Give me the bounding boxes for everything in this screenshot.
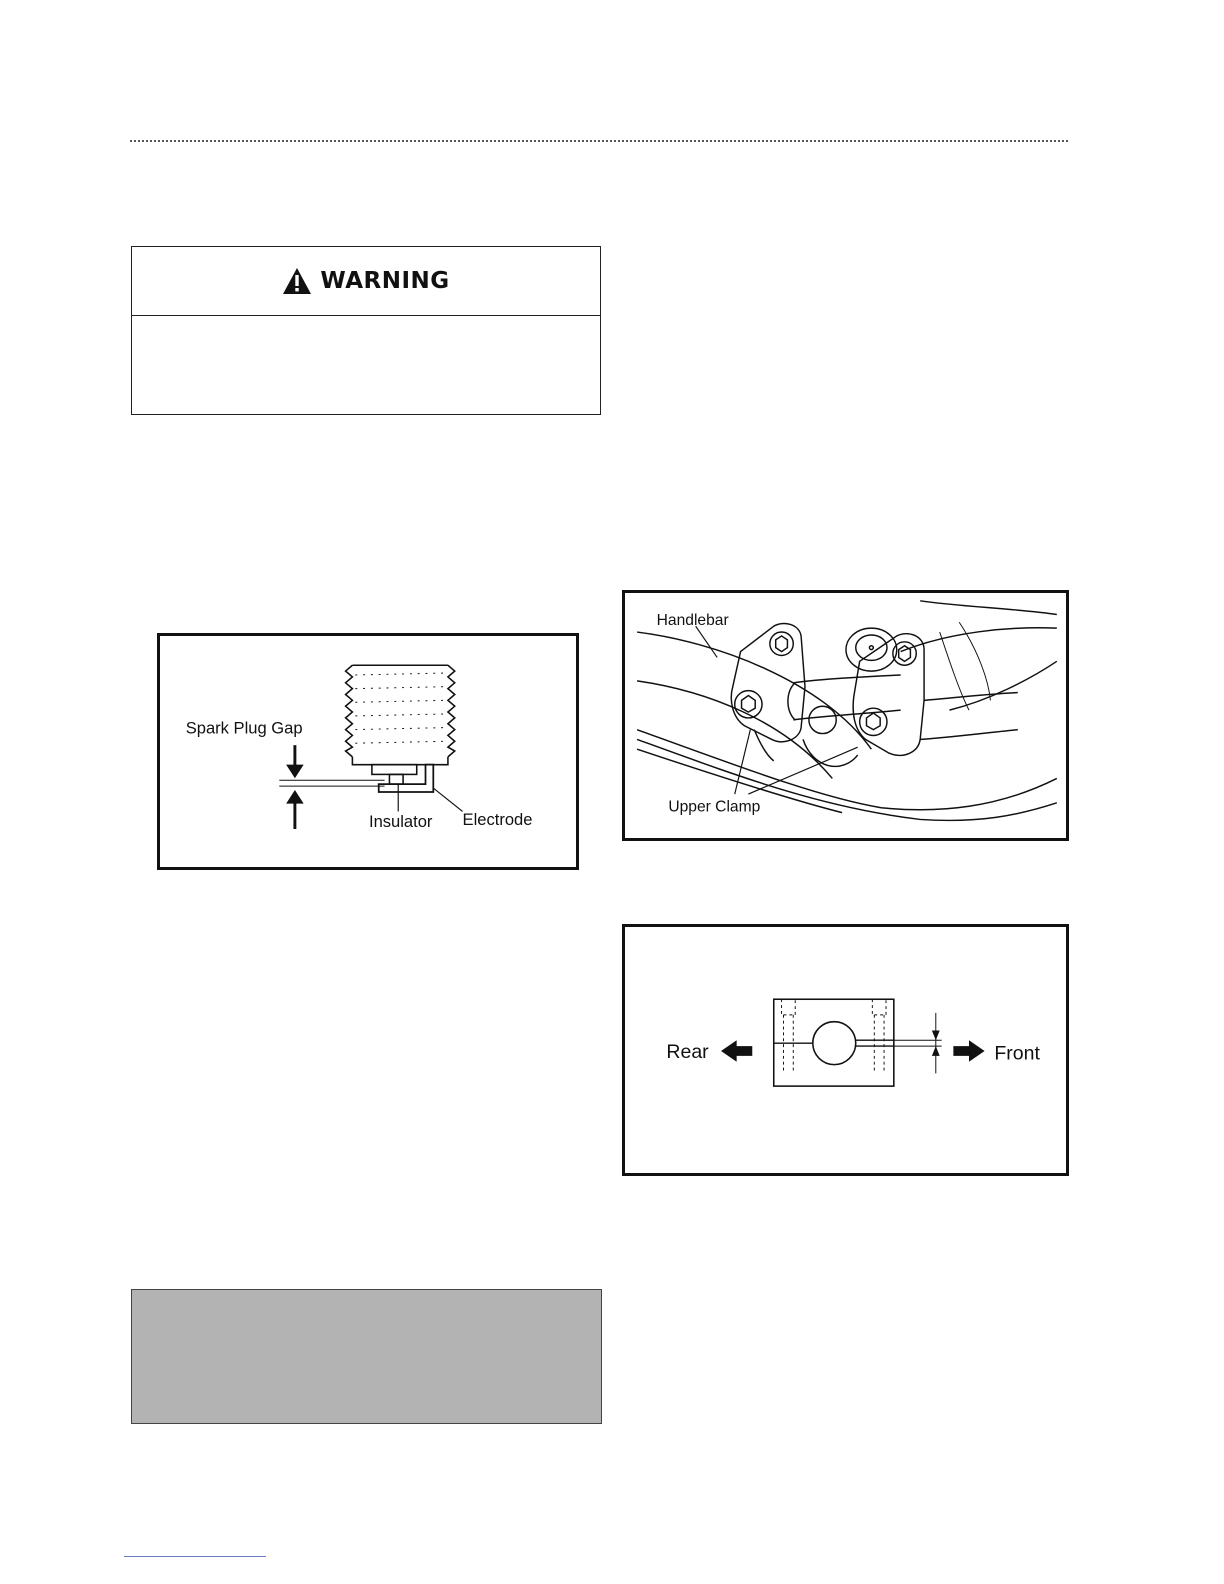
spark-plug-insulator bbox=[372, 765, 417, 784]
upper-clamp-label: Upper Clamp bbox=[668, 798, 761, 816]
rear-arrow-icon bbox=[721, 1040, 752, 1061]
clamp-direction-figure bbox=[622, 924, 1069, 1176]
footer-link-rule bbox=[124, 1556, 266, 1557]
spark-plug-electrode bbox=[379, 765, 434, 792]
front-label: Front bbox=[994, 1042, 1040, 1065]
insulator-label: Insulator bbox=[368, 812, 433, 832]
handlebar-illustration bbox=[637, 601, 1057, 821]
spark-plug-gap-label: Spark Plug Gap bbox=[185, 718, 303, 738]
warning-header bbox=[132, 247, 600, 316]
note-box bbox=[131, 1289, 602, 1424]
warning-box bbox=[131, 246, 601, 415]
rear-label: Rear bbox=[666, 1040, 709, 1063]
handlebar-figure bbox=[622, 590, 1069, 841]
electrode-label: Electrode bbox=[462, 810, 533, 830]
spark-plug-figure bbox=[157, 633, 579, 870]
front-arrow-icon bbox=[953, 1040, 984, 1061]
gap-arrow-bottom bbox=[286, 790, 304, 829]
handlebar-label: Handlebar bbox=[656, 612, 729, 630]
gap-arrow-top bbox=[286, 745, 304, 778]
clamp-diagram bbox=[774, 999, 942, 1086]
spark-plug-thread bbox=[346, 665, 455, 764]
header-rule bbox=[130, 140, 1068, 142]
warning-label: WARNING bbox=[320, 268, 450, 294]
warning-triangle-icon bbox=[282, 267, 312, 295]
